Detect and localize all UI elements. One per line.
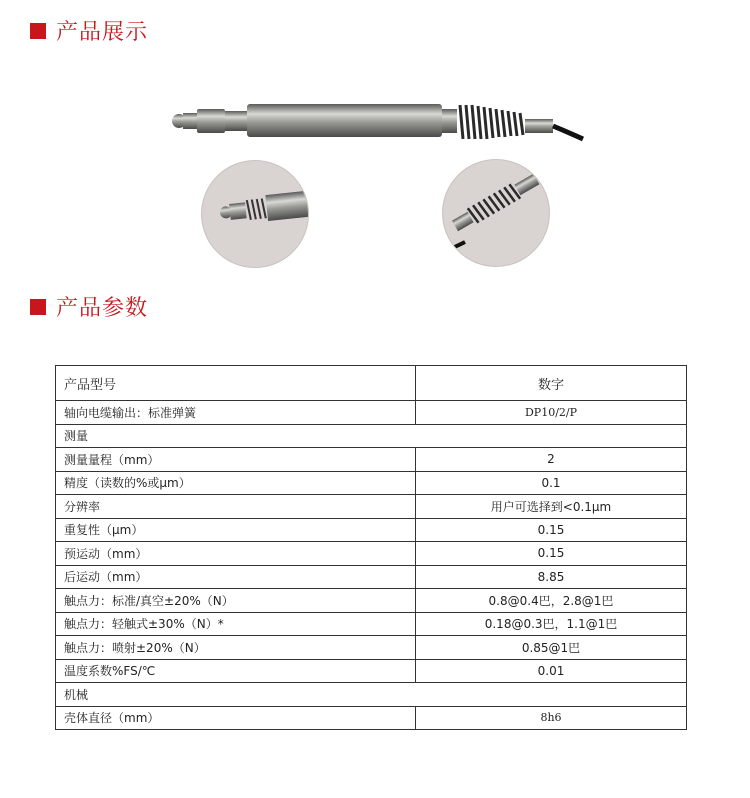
param-name: 触点力：标准/真空±20%（N） xyxy=(56,589,416,613)
param-value: 8.85 xyxy=(416,565,687,589)
product-image xyxy=(165,95,585,155)
table-row xyxy=(56,542,687,566)
param-name: 后运动（mm） xyxy=(56,565,416,589)
param-value: 0.18@0.3巴，1.1@1巴 xyxy=(416,612,687,636)
param-name: 预运动（mm） xyxy=(56,542,416,566)
table-row xyxy=(56,612,687,636)
param-name: 轴向电缆输出：标准弹簧 xyxy=(56,401,416,425)
param-value: DP10/2/P xyxy=(416,401,687,425)
detail-image-tip xyxy=(201,160,309,268)
table-row xyxy=(56,366,687,401)
detail-image-spring xyxy=(442,159,550,267)
param-value: 0.85@1巴 xyxy=(416,636,687,660)
section-title: 产品参数 xyxy=(56,296,149,321)
param-name: 精度（读数的%或μm） xyxy=(56,471,416,495)
table-row xyxy=(56,565,687,589)
param-value: 用户可选择到<0.1μm xyxy=(416,495,687,519)
param-name: 测量量程（mm） xyxy=(56,448,416,472)
table-row xyxy=(56,401,687,425)
group-label: 机械 xyxy=(56,683,687,707)
table-row xyxy=(56,518,687,542)
param-name: 触点力：轻触式±30%（N）* xyxy=(56,612,416,636)
section-marker xyxy=(30,23,46,39)
spec-table xyxy=(55,365,687,730)
param-name: 壳体直径（mm） xyxy=(56,706,416,730)
table-group-row xyxy=(56,424,687,448)
section-header-params xyxy=(30,291,148,322)
table-row xyxy=(56,636,687,660)
param-name: 温度系数%FS/℃ xyxy=(56,659,416,683)
table-row xyxy=(56,706,687,730)
param-value: 8h6 xyxy=(416,706,687,730)
param-value: 2 xyxy=(416,448,687,472)
table-group-row xyxy=(56,683,687,707)
table-row xyxy=(56,448,687,472)
param-name: 产品型号 xyxy=(56,366,416,401)
section-title: 产品展示 xyxy=(56,20,149,45)
param-value: 0.01 xyxy=(416,659,687,683)
param-value: 数字 xyxy=(416,366,687,401)
section-header-display xyxy=(30,15,148,46)
table-row xyxy=(56,589,687,613)
param-value: 0.8@0.4巴，2.8@1巴 xyxy=(416,589,687,613)
table-row xyxy=(56,659,687,683)
param-value: 0.15 xyxy=(416,542,687,566)
group-label: 测量 xyxy=(56,424,687,448)
param-name: 分辨率 xyxy=(56,495,416,519)
param-name: 重复性（μm） xyxy=(56,518,416,542)
param-value: 0.15 xyxy=(416,518,687,542)
table-row xyxy=(56,495,687,519)
param-name: 触点力：喷射±20%（N） xyxy=(56,636,416,660)
table-row xyxy=(56,471,687,495)
section-marker xyxy=(30,299,46,315)
param-value: 0.1 xyxy=(416,471,687,495)
